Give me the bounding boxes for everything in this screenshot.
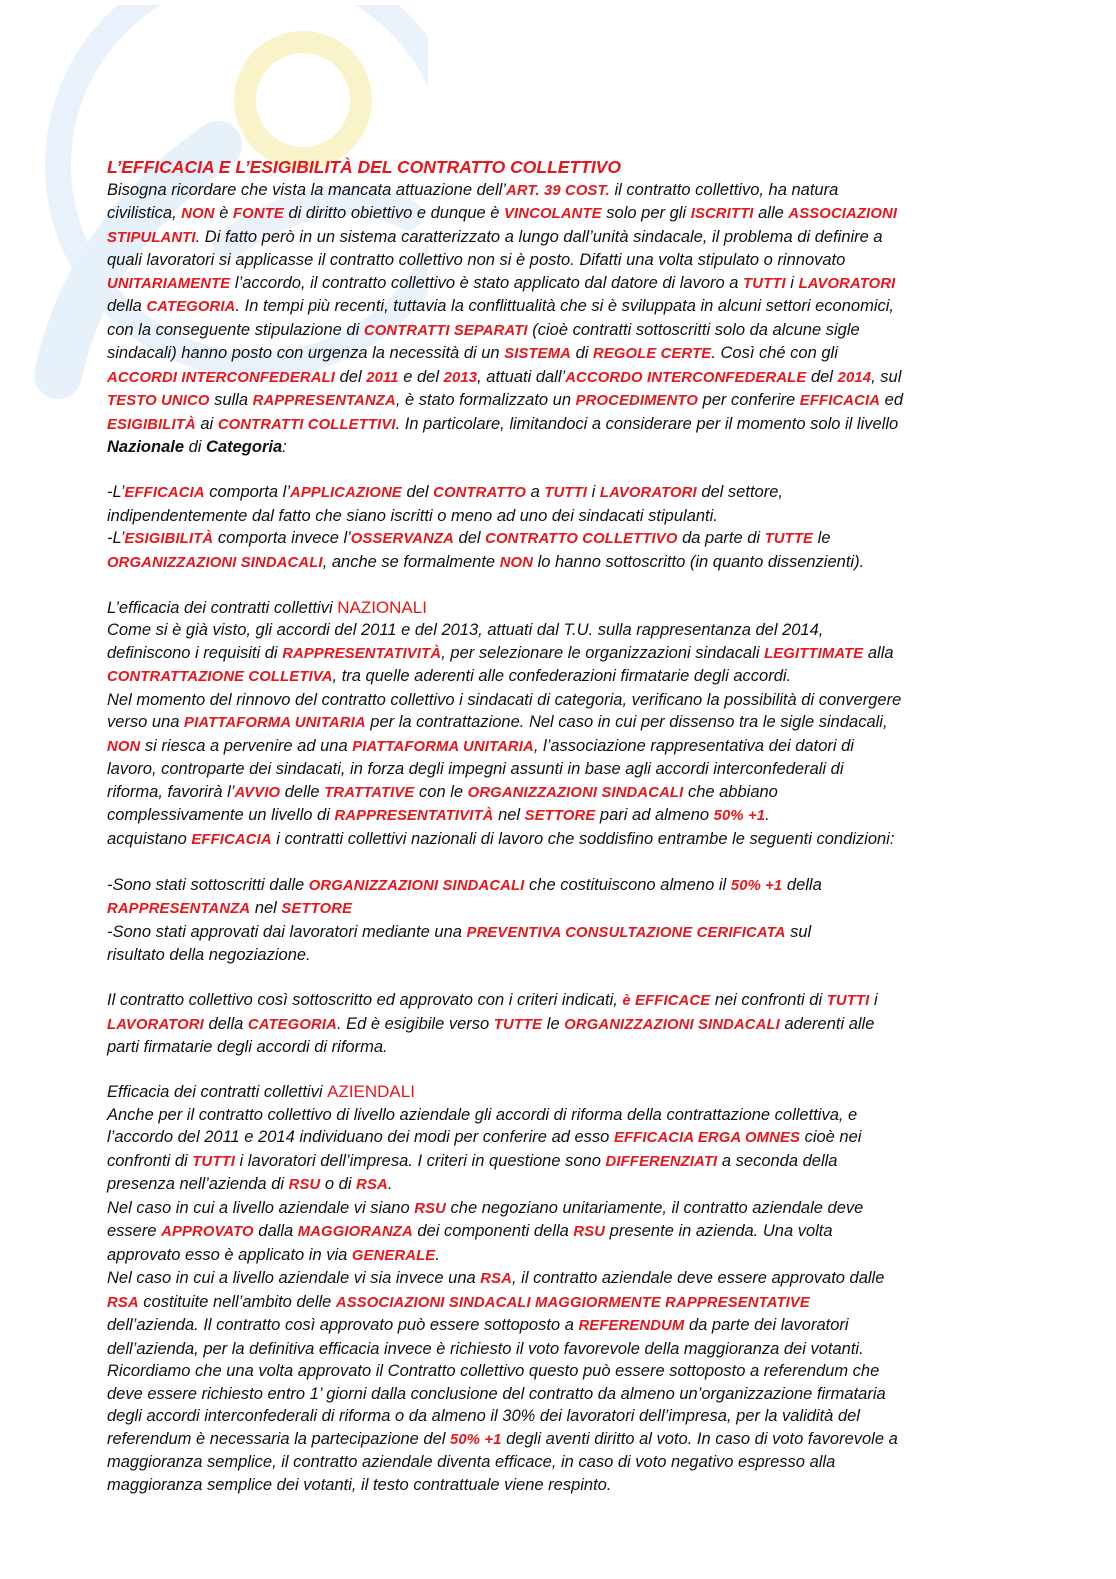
text-run: del settore, xyxy=(696,483,783,501)
text-run: a xyxy=(526,483,545,501)
highlighted-term: DIFFERENZIATI xyxy=(605,1153,718,1170)
text-line xyxy=(107,1338,1007,1361)
highlighted-term: OSSERVANZA xyxy=(350,531,454,547)
highlighted-term: TUTTI xyxy=(192,1153,235,1170)
text-run: -Sono stati sottoscritti dalle xyxy=(107,875,309,894)
text-run: solo per gli xyxy=(601,204,691,222)
text-line xyxy=(107,342,1007,366)
highlighted-term: TUTTE xyxy=(764,531,814,547)
highlighted-term: EFFICACIA xyxy=(799,393,881,409)
text-run: sul xyxy=(785,922,812,941)
highlighted-term: ACCORDO INTERCONFEDERALE xyxy=(565,369,807,386)
highlighted-term: 2011 xyxy=(366,369,399,386)
highlighted-term: ORGANIZZAZIONI SINDACALI xyxy=(107,554,323,571)
text-run: dalla xyxy=(253,1222,298,1240)
highlighted-term: CATEGORIA xyxy=(146,299,236,315)
highlighted-term: TUTTI xyxy=(743,275,786,292)
text-run: , il contratto aziendale deve essere approvato dalle xyxy=(512,1269,885,1287)
text-line xyxy=(107,665,1007,689)
text-run: sindacali) hanno posto con urgenza la necessità di un xyxy=(107,344,505,362)
text-line xyxy=(107,781,1007,805)
highlighted-term: LAVORATORI xyxy=(599,485,697,501)
document-title xyxy=(107,156,1007,179)
highlighted-term: NON xyxy=(499,554,534,571)
text-run: per conferire xyxy=(698,391,800,409)
highlighted-term: RSA xyxy=(107,1294,139,1311)
text-run: le xyxy=(813,529,831,547)
text-run: . xyxy=(387,1175,393,1193)
text-line xyxy=(107,944,1007,967)
highlighted-term: RAPPRESENTATIVITÀ xyxy=(282,645,442,662)
text-run: comporta invece l’ xyxy=(213,529,351,547)
text-line xyxy=(107,1104,1007,1127)
highlighted-term: EFFICACIA xyxy=(191,831,272,848)
text-run: Anche per il contratto collettivo di livello aziendale gli accordi di riforma della contrattazione collettiva, e xyxy=(107,1105,858,1124)
text-line xyxy=(107,1314,1007,1338)
text-run: i xyxy=(785,273,799,292)
highlighted-term: ASSOCIAZIONI xyxy=(788,206,898,222)
text-run: le xyxy=(542,1014,565,1033)
section-keyword: NAZIONALI xyxy=(337,597,427,617)
text-run: degli accordi interconfederali di riforma o da almeno il 30% dei lavoratori dell’impresa, per la validità del xyxy=(107,1407,860,1425)
text-run: riforma, favorirà l’ xyxy=(107,782,235,801)
text-line xyxy=(107,1150,1007,1174)
highlighted-term: APPLICAZIONE xyxy=(289,485,402,501)
highlighted-term: 2014 xyxy=(837,369,872,386)
highlighted-term: ACCORDI INTERCONFEDERALI xyxy=(107,369,336,386)
text-run: Nel caso in cui a livello aziendale vi sia invece una xyxy=(107,1269,481,1287)
highlighted-term: RSU xyxy=(414,1200,446,1217)
text-line xyxy=(107,597,1007,620)
highlighted-term: RSU xyxy=(573,1224,606,1240)
text-run: . Così ché con gli xyxy=(711,344,838,362)
text-line xyxy=(107,1451,1007,1474)
text-run: Efficacia dei contratti collettivi xyxy=(107,1083,328,1101)
text-run: i xyxy=(587,483,600,501)
text-run: da parte dei lavoratori xyxy=(684,1316,849,1334)
document-body xyxy=(107,156,1007,1496)
text-run: pari ad almeno xyxy=(595,806,714,824)
text-run: civilistica, xyxy=(107,204,182,222)
highlighted-term: 2013 xyxy=(443,369,478,386)
text-run: Come si è già visto, gli accordi del 2011 e del 2013, attuati dal T.U. sulla rappresentanza del 2014, xyxy=(107,621,824,639)
highlighted-term: ART. 39 COST. xyxy=(505,182,610,199)
text-line xyxy=(107,295,1007,319)
highlighted-term: ESIGIBILITÀ xyxy=(107,416,196,433)
text-line xyxy=(107,179,1007,203)
text-line xyxy=(107,642,1007,666)
text-run: l’accordo del 2011 e 2014 individuano dei modi per conferire ad esso xyxy=(107,1128,614,1146)
highlighted-term: AVVIO xyxy=(234,784,281,801)
text-line xyxy=(107,1474,1007,1497)
text-run: approvato esso è applicato in via xyxy=(107,1245,352,1264)
highlighted-term: TESTO UNICO xyxy=(107,393,210,409)
highlighted-term: è EFFICACE xyxy=(622,993,711,1009)
highlighted-term: RSU xyxy=(288,1177,321,1193)
text-run: : xyxy=(282,438,287,456)
text-run: -L’ xyxy=(107,483,125,501)
text-run: lavoro, controparte dei sindacati, in forza degli impegni assunti in base agli accordi interconfederali di xyxy=(107,760,844,778)
text-run: Bisogna ricordare che vista la mancata attuazione dell’ xyxy=(107,180,506,199)
text-run: . xyxy=(435,1245,440,1264)
text-run: dei componenti della xyxy=(412,1222,574,1240)
highlighted-term: ASSOCIAZIONI SINDACALI MAGGIORMENTE RAPPRESENTATIVE xyxy=(335,1294,810,1311)
text-run: cioè nei xyxy=(800,1128,862,1146)
text-run: , è stato formalizzato un xyxy=(395,391,576,409)
highlighted-term: VINCOLANTE xyxy=(504,206,602,222)
text-run: che negoziano unitariamente, il contratto aziendale deve xyxy=(445,1198,864,1217)
text-run: che costituiscono almeno il xyxy=(524,875,731,894)
text-line xyxy=(107,1220,1007,1244)
text-run: presenza nell’azienda di xyxy=(107,1175,289,1193)
text-run: della xyxy=(203,1014,248,1033)
text-run: Il contratto collettivo così sottoscritto ed approvato con i criteri indicati, xyxy=(107,991,623,1009)
text-run: Nel caso in cui a livello aziendale vi siano xyxy=(107,1198,415,1217)
section-keyword: AZIENDALI xyxy=(327,1082,415,1101)
text-run: alla xyxy=(863,643,894,662)
text-run: i contratti collettivi nazionali di lavoro che soddisfino entrambe le seguenti condizioni: xyxy=(271,829,895,848)
text-run: , tra quelle aderenti alle confederazioni firmatarie degli accordi. xyxy=(332,667,792,685)
text-run: referendum è necessaria la partecipazione del xyxy=(107,1429,451,1448)
text-run: alle xyxy=(753,204,789,222)
highlighted-term: LAVORATORI xyxy=(107,1016,204,1033)
text-run: a seconda della xyxy=(717,1151,838,1170)
text-run: nel xyxy=(493,806,525,824)
text-run: dell’azienda, per la definitiva efficacia invece è richiesto il voto favorevole della maggioranza dei votanti. xyxy=(107,1339,864,1358)
text-run: nei confronti di xyxy=(710,991,827,1009)
text-run: confronti di xyxy=(107,1151,193,1170)
text-line xyxy=(107,828,1007,852)
text-run: deve essere richiesto entro 1’ giorni dalla conclusione del contratto da almeno un’organizzazione firmataria xyxy=(107,1384,886,1403)
text-line xyxy=(107,711,1007,735)
text-line xyxy=(107,1173,1007,1197)
text-run: essere xyxy=(107,1222,162,1240)
text-run: della xyxy=(782,875,822,894)
highlighted-term: EFFICACIA ERGA OMNES xyxy=(613,1130,800,1146)
highlighted-term: RSA xyxy=(356,1177,388,1193)
text-line xyxy=(107,272,1007,296)
highlighted-term: RAPPRESENTANZA xyxy=(107,901,251,917)
text-run: degli aventi diritto al voto. In caso di voto favorevole a xyxy=(501,1429,898,1448)
paragraph-spacer xyxy=(107,851,1007,874)
text-run: , sul xyxy=(871,367,902,386)
text-run: . xyxy=(765,806,770,824)
text-line xyxy=(107,874,1007,898)
text-run: che abbiano xyxy=(683,782,778,801)
highlighted-term: ORGANIZZAZIONI SINDACALI xyxy=(308,877,525,894)
highlighted-term: REGOLE CERTE xyxy=(593,346,712,362)
text-run: del xyxy=(335,367,367,386)
highlighted-term: 50% +1 xyxy=(730,877,783,894)
highlighted-term: CONTRATTAZIONE COLLETIVA xyxy=(107,669,333,685)
text-line xyxy=(107,921,1007,945)
highlighted-term: TUTTE xyxy=(493,1016,543,1033)
text-run: risultato della negoziazione. xyxy=(107,946,311,964)
highlighted-term: PREVENTIVA CONSULTAZIONE CERIFICATA xyxy=(466,924,786,941)
text-line xyxy=(107,527,1007,551)
text-run: il contratto collettivo, ha natura xyxy=(609,180,839,199)
highlighted-term: CONTRATTO xyxy=(433,485,527,501)
highlighted-term: LEGITTIMATE xyxy=(764,645,864,662)
text-run: L’efficacia dei contratti collettivi xyxy=(107,598,338,617)
text-run: aderenti alle xyxy=(779,1014,875,1033)
text-run: , l’associazione rappresentativa dei datori di xyxy=(533,736,854,755)
text-run: i lavoratori dell’impresa. I criteri in questione sono xyxy=(234,1151,606,1170)
text-run: con la conseguente stipulazione di xyxy=(107,320,364,339)
highlighted-term: NON xyxy=(107,738,141,755)
text-line xyxy=(107,735,1007,759)
text-line xyxy=(107,1013,1007,1037)
text-line xyxy=(107,249,1007,272)
text-run: verso una xyxy=(107,713,185,731)
highlighted-term: CONTRATTI SEPARATI xyxy=(363,322,528,339)
highlighted-term: UNITARIAMENTE xyxy=(107,275,231,292)
text-run: di xyxy=(184,438,207,456)
highlighted-term: RSA xyxy=(480,1271,512,1287)
text-run: del xyxy=(401,483,434,501)
text-run: delle xyxy=(280,782,325,801)
text-run: del xyxy=(806,367,838,386)
text-line xyxy=(107,758,1007,781)
highlighted-term: ISCRITTI xyxy=(690,206,754,222)
highlighted-term: 50% +1 xyxy=(450,1431,502,1448)
text-run: della xyxy=(107,297,147,315)
text-line xyxy=(107,1126,1007,1150)
text-run: . In particolare, limitandoci a considerare per il momento solo il livello xyxy=(395,414,899,433)
highlighted-term: RAPPRESENTATIVITÀ xyxy=(334,808,494,824)
text-run: Ricordiamo che una volta approvato il Contratto collettivo questo può essere sottoposto a referendum che xyxy=(107,1362,880,1380)
text-run: . Di fatto però in un sistema caratterizzato a lungo dall’unità sindacale, il problema di definire a xyxy=(195,227,883,246)
text-run: presente in azienda. Una volta xyxy=(605,1222,833,1240)
text-line xyxy=(107,1036,1007,1059)
text-line xyxy=(107,505,1007,528)
highlighted-term: CONTRATTO COLLETTIVO xyxy=(485,531,678,547)
text-line xyxy=(107,1081,1007,1104)
text-run: di diritto obiettivo e dunque è xyxy=(283,204,505,222)
text-run: ed xyxy=(880,391,903,409)
highlighted-term: RAPPRESENTANZA xyxy=(252,393,396,409)
text-run: parti firmatarie degli accordi di riforma. xyxy=(107,1038,388,1056)
text-line xyxy=(107,202,1007,226)
highlighted-term: MAGGIORANZA xyxy=(297,1224,413,1240)
text-line xyxy=(107,413,1007,437)
text-run: è xyxy=(214,204,233,222)
text-run: l’accordo, il contratto collettivo è stato applicato dal datore di lavoro a xyxy=(230,273,744,292)
text-run: indipendentemente dal fatto che siano iscritti o meno ad uno dei sindacati stipulanti. xyxy=(107,506,718,525)
text-line xyxy=(107,1383,1007,1406)
highlighted-term: EFFICACIA xyxy=(124,485,205,501)
highlighted-term: 50% +1 xyxy=(713,808,766,824)
text-run: (cioè contratti sottoscritti solo da alcune sigle xyxy=(527,320,860,339)
text-run: dell’azienda. Il contratto così approvato può essere sottoposto a xyxy=(107,1316,579,1334)
text-run: nel xyxy=(250,899,282,917)
text-line xyxy=(107,1405,1007,1428)
text-run: quali lavoratori si applicasse il contratto collettivo non si è posto. Difatti una volta stipulato o rinnovato xyxy=(107,251,846,269)
text-line xyxy=(107,689,1007,712)
text-line xyxy=(107,1291,1007,1315)
text-run: sulla xyxy=(209,391,253,409)
paragraph-spacer xyxy=(107,967,1007,990)
text-run: acquistano xyxy=(107,829,192,848)
text-line xyxy=(107,226,1007,250)
highlighted-term: PIATTAFORMA UNITARIA xyxy=(352,738,534,755)
highlighted-term: SISTEMA xyxy=(504,346,572,362)
text-run: definiscono i requisiti di xyxy=(107,643,283,662)
text-run: da parte di xyxy=(677,529,765,547)
highlighted-term: FONTE xyxy=(232,206,284,222)
text-run: con le xyxy=(414,782,468,801)
text-line xyxy=(107,1267,1007,1291)
text-run: per la contrattazione. Nel caso in cui per dissenso tra le sigle sindacali, xyxy=(365,713,888,731)
text-line xyxy=(107,319,1007,343)
text-run: si riesca a pervenire ad una xyxy=(140,736,353,755)
text-line xyxy=(107,389,1007,413)
text-line xyxy=(107,551,1007,575)
text-line xyxy=(107,989,1007,1013)
text-line xyxy=(107,1244,1007,1268)
text-run: , anche se formalmente xyxy=(322,552,500,571)
text-run: di xyxy=(571,344,594,362)
text-run: o di xyxy=(320,1175,357,1193)
highlighted-term: ORGANIZZAZIONI SINDACALI xyxy=(467,784,684,801)
highlighted-term: CONTRATTI COLLETTIVI xyxy=(217,416,396,433)
text-run: . Ed è esigibile verso xyxy=(336,1014,494,1033)
highlighted-term: ORGANIZZAZIONI SINDACALI xyxy=(564,1016,780,1033)
highlighted-term: STIPULANTI xyxy=(107,229,196,246)
text-line xyxy=(107,1428,1007,1452)
text-run: maggioranza semplice dei votanti, il testo contrattuale viene respinto. xyxy=(107,1475,612,1494)
highlighted-term: GENERALE xyxy=(351,1247,436,1264)
highlighted-term: PIATTAFORMA UNITARIA xyxy=(184,715,366,731)
highlighted-term: TUTTI xyxy=(544,485,588,501)
bold-term: Categoria xyxy=(206,438,283,456)
highlighted-term: SETTORE xyxy=(524,808,596,824)
highlighted-term: APPROVATO xyxy=(161,1224,254,1240)
paragraph-spacer xyxy=(107,1059,1007,1082)
text-run: lo hanno sottoscritto (in quanto dissenzienti). xyxy=(533,552,865,571)
text-run: del xyxy=(453,529,486,547)
text-line xyxy=(107,1197,1007,1221)
text-run: i xyxy=(869,991,878,1009)
text-line xyxy=(107,897,1007,921)
text-run: maggioranza semplice, il contratto aziendale diventa efficace, in caso di voto negativo espresso alla xyxy=(107,1453,836,1471)
text-line xyxy=(107,481,1007,505)
text-run: -Sono stati approvati dai lavoratori mediante una xyxy=(107,922,467,941)
text-run: Nel momento del rinnovo del contratto collettivo i sindacati di categoria, verificano la possibilità di convergere xyxy=(107,690,902,709)
text-line xyxy=(107,366,1007,390)
paragraph-spacer xyxy=(107,459,1007,482)
text-run: complessivamente un livello di xyxy=(107,806,335,824)
highlighted-term: TUTTI xyxy=(826,993,870,1009)
text-line xyxy=(107,436,1007,459)
text-line xyxy=(107,619,1007,642)
text-run: e del xyxy=(398,367,444,386)
text-run: -L’ xyxy=(107,529,125,547)
text-run: costituite nell’ambito delle xyxy=(138,1292,336,1311)
paragraph-spacer xyxy=(107,574,1007,597)
highlighted-term: CATEGORIA xyxy=(247,1016,337,1033)
text-run: . In tempi più recenti, tuttavia la conflittualità che si è sviluppata in alcuni settori economici, xyxy=(235,297,895,315)
highlighted-term: NON xyxy=(181,206,215,222)
highlighted-term: REFERENDUM xyxy=(578,1318,685,1334)
highlighted-term: LAVORATORI xyxy=(798,275,896,292)
highlighted-term: PROCEDIMENTO xyxy=(575,393,698,409)
text-run: ai xyxy=(195,414,218,433)
bold-term: Nazionale xyxy=(107,438,185,456)
text-line xyxy=(107,1360,1007,1383)
text-run: , attuati dall’ xyxy=(477,367,566,386)
highlighted-term: TRATTATIVE xyxy=(324,784,415,801)
text-line xyxy=(107,804,1007,828)
text-run: L’EFFICACIA E L’ESIGIBILITÀ DEL CONTRATTO COLLETTIVO xyxy=(107,157,621,177)
text-run: , per selezionare le organizzazioni sindacali xyxy=(441,643,765,662)
highlighted-term: ESIGIBILITÀ xyxy=(124,531,214,547)
text-run: comporta l’ xyxy=(204,483,290,501)
highlighted-term: SETTORE xyxy=(281,901,353,917)
